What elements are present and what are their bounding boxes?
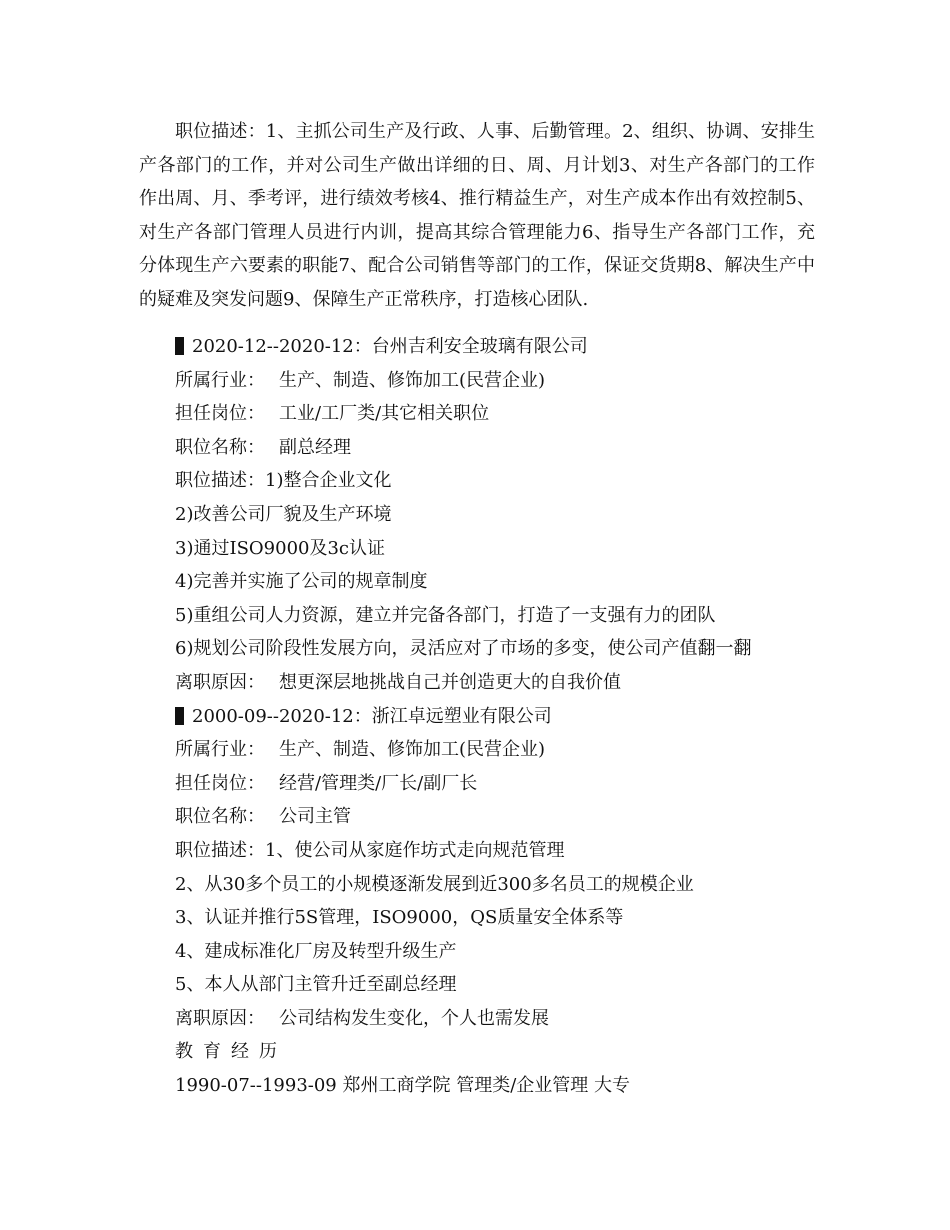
industry-label: 所属行业： — [175, 369, 265, 391]
leave-value: 想更深层地挑战自己并创造更大的自我价值 — [279, 671, 621, 693]
job-header-text: 2000-09--2020-12：浙江卓远塑业有限公司 — [192, 705, 552, 727]
leave-label: 离职原因： — [175, 671, 265, 693]
post-value: 工业/工厂类/其它相关职位 — [279, 403, 490, 425]
desc-label: 职位描述： — [175, 839, 265, 861]
post-label: 担任岗位： — [175, 403, 265, 425]
title-label: 职位名称： — [175, 436, 265, 458]
desc-line: 2)改善公司厂貌及生产环境 — [175, 503, 392, 525]
leave-label: 离职原因： — [175, 1007, 265, 1029]
desc-line: 6)规划公司阶段性发展方向，灵活应对了市场的多变，使公司产值翻一翻 — [175, 638, 752, 660]
industry-label: 所属行业： — [175, 739, 265, 761]
desc-line: 5、本人从部门主管升迁至副总经理 — [175, 974, 457, 996]
post-label: 担任岗位： — [175, 772, 265, 794]
leave-value: 公司结构发生变化，个人也需发展 — [279, 1007, 549, 1029]
job-header — [175, 700, 835, 734]
job-header — [175, 330, 835, 364]
industry-row — [175, 733, 835, 767]
desc-label: 职位描述： — [175, 470, 265, 492]
desc-row — [175, 834, 835, 868]
desc-line: 2、从30多个员工的小规模逐渐发展到近300多名员工的规模企业 — [175, 873, 694, 895]
desc-line: 5)重组公司人力资源，建立并完备各部门，打造了一支强有力的团队 — [175, 604, 716, 626]
desc-line: 1、使公司从家庭作坊式走向规范管理 — [265, 839, 565, 861]
title-row — [175, 431, 835, 465]
title-value: 公司主管 — [279, 806, 351, 828]
leave-row — [175, 1002, 835, 1036]
post-value: 经营/管理类/厂长/副厂长 — [279, 772, 478, 794]
bullet-marker — [175, 337, 184, 355]
bullet-marker — [175, 707, 184, 725]
industry-row — [175, 364, 835, 398]
desc-line: 4、建成标准化厂房及转型升级生产 — [175, 940, 457, 962]
desc-row — [175, 464, 835, 498]
job-description-paragraph: 职位描述：1、主抓公司生产及行政、人事、后勤管理。2、组织、协调、安排生产各部门的工作，并对公司生产做出详细的日、周、月计划3、对生产各部门的工作作出周、月、季考评，进行绩效考核4、推行精益生产，对生产成本作出有效控制5、对生产各部门管理人员进行内训，提高其综合管理能力6、指导生产各部门工作，充分体现生产六要素的职能7、配合公司销售等部门的工作，保证交货期8、解决生产中的疑难及突发问题9、保障生产正常秩序，打造核心团队. — [139, 121, 815, 310]
post-row — [175, 397, 835, 431]
desc-line: 4)完善并实施了公司的规章制度 — [175, 571, 428, 593]
desc-line: 1)整合企业文化 — [265, 470, 392, 492]
title-label: 职位名称： — [175, 806, 265, 828]
education-entry: 1990-07--1993-09 郑州工商学院 管理类/企业管理 大专 — [175, 1075, 630, 1097]
post-row — [175, 767, 835, 801]
title-row — [175, 800, 835, 834]
job-header-text: 2020-12--2020-12：台州吉利安全玻璃有限公司 — [192, 336, 588, 357]
leave-row — [175, 666, 835, 700]
title-value: 副总经理 — [279, 436, 351, 458]
desc-line: 3、认证并推行5S管理，ISO9000，QS质量安全体系等 — [175, 907, 624, 929]
industry-value: 生产、制造、修饰加工(民营企业) — [279, 739, 546, 761]
desc-line: 3)通过ISO9000及3c认证 — [175, 537, 386, 559]
education-section-title: 教育经历 — [175, 1041, 287, 1063]
industry-value: 生产、制造、修饰加工(民营企业) — [279, 369, 546, 391]
resume-lines — [175, 330, 835, 1103]
